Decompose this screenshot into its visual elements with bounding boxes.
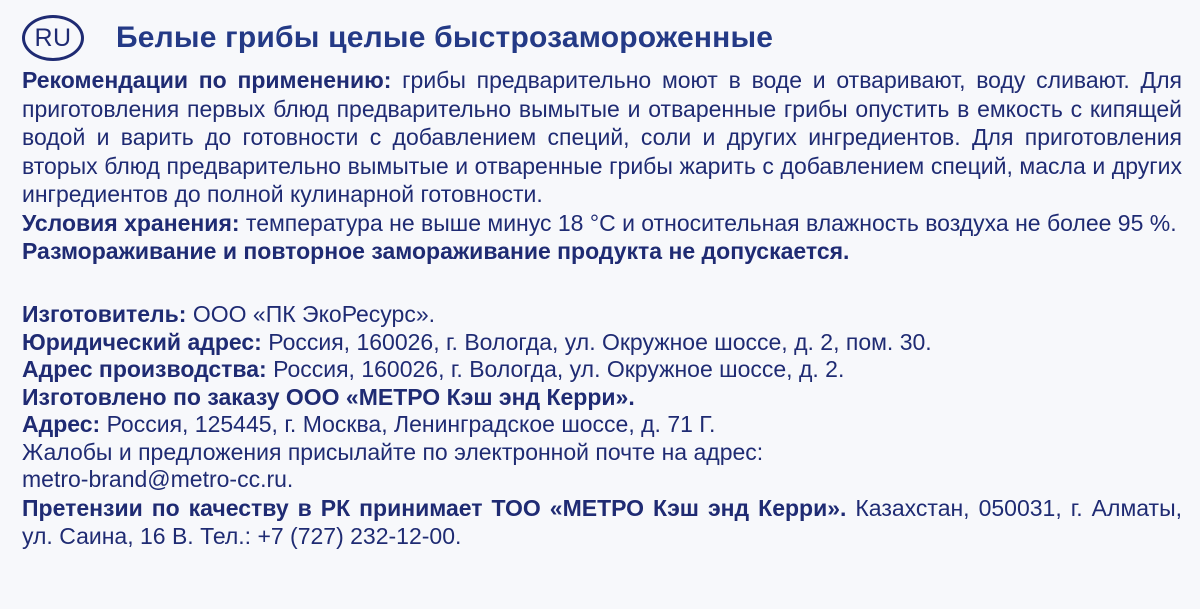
ordered-by-line [22, 384, 1186, 412]
kazakhstan-paragraph [22, 494, 1186, 551]
storage-label: Условия хранения: [22, 209, 240, 236]
complaints-line: Жалобы и предложения присылайте по электронной почте на адрес: [22, 438, 764, 465]
manufacturer-value: ООО «ПК ЭкоРесурс». [192, 301, 436, 327]
legal-address-value: Россия, 160026, г. Вологда, ул. Окружное шоссе, д. 2, пом. 30. [268, 328, 932, 355]
legal-address-line [22, 329, 1186, 357]
kazakhstan-label: Претензии по качеству в РК принимает ТОО «МЕТРО Кэш энд Керри». [22, 494, 847, 521]
manufacturer-line [22, 301, 1186, 329]
address-line [22, 411, 1186, 439]
header [22, 10, 1186, 66]
product-title: Белые грибы целые быстрозамороженные [116, 21, 774, 54]
thaw-warning: Размораживание и повторное замораживание продукта не допускается. [22, 238, 850, 264]
production-address-line [22, 356, 1186, 384]
ordered-by-text: Изготовлено по заказу ООО «МЕТРО Кэш энд Керри». [22, 383, 635, 410]
address-label: Адрес: [22, 411, 101, 437]
usage-label: Рекомендации по применению: [22, 67, 392, 93]
production-address-value: Россия, 160026, г. Вологда, ул. Окружное шоссе, д. 2. [273, 356, 845, 382]
kazakhstan-text: Казахстан, 050031, г. Алматы, ул. Саина, 16 В. Тел.: +7 (727) 232-12-00. [22, 494, 1182, 549]
language-badge: RU [22, 15, 84, 61]
usage-text: грибы предварительно моют в воде и отваривают, воду сливают. Для приготовления первых блюд предварительно вымытые и отваренные грибы опустить в емкость с кипящей водой и варить до готовности с добавлением специй, соли и других ингредиентов. Для приготовления вторых блюд предварительно вымытые и отваренные грибы жарить с добавлением специй, масла и других ингредиентов до полной кулинарной готовности. [22, 67, 1182, 207]
usage-paragraph [22, 66, 1186, 209]
address-value: Россия, 125445, г. Москва, Ленинградское шоссе, д. 71 Г. [106, 411, 716, 437]
spacer [22, 265, 1186, 301]
production-address-label: Адрес производства: [22, 356, 267, 382]
storage-paragraph [22, 209, 1186, 238]
manufacturer-label: Изготовитель: [22, 301, 187, 327]
complaints-email: metro-brand@metro-cc.ru. [22, 466, 294, 492]
storage-text: температура не выше минус 18 °С и относительная влажность воздуха не более 95 %. [245, 209, 1177, 236]
legal-address-label: Юридический адрес: [22, 328, 262, 355]
